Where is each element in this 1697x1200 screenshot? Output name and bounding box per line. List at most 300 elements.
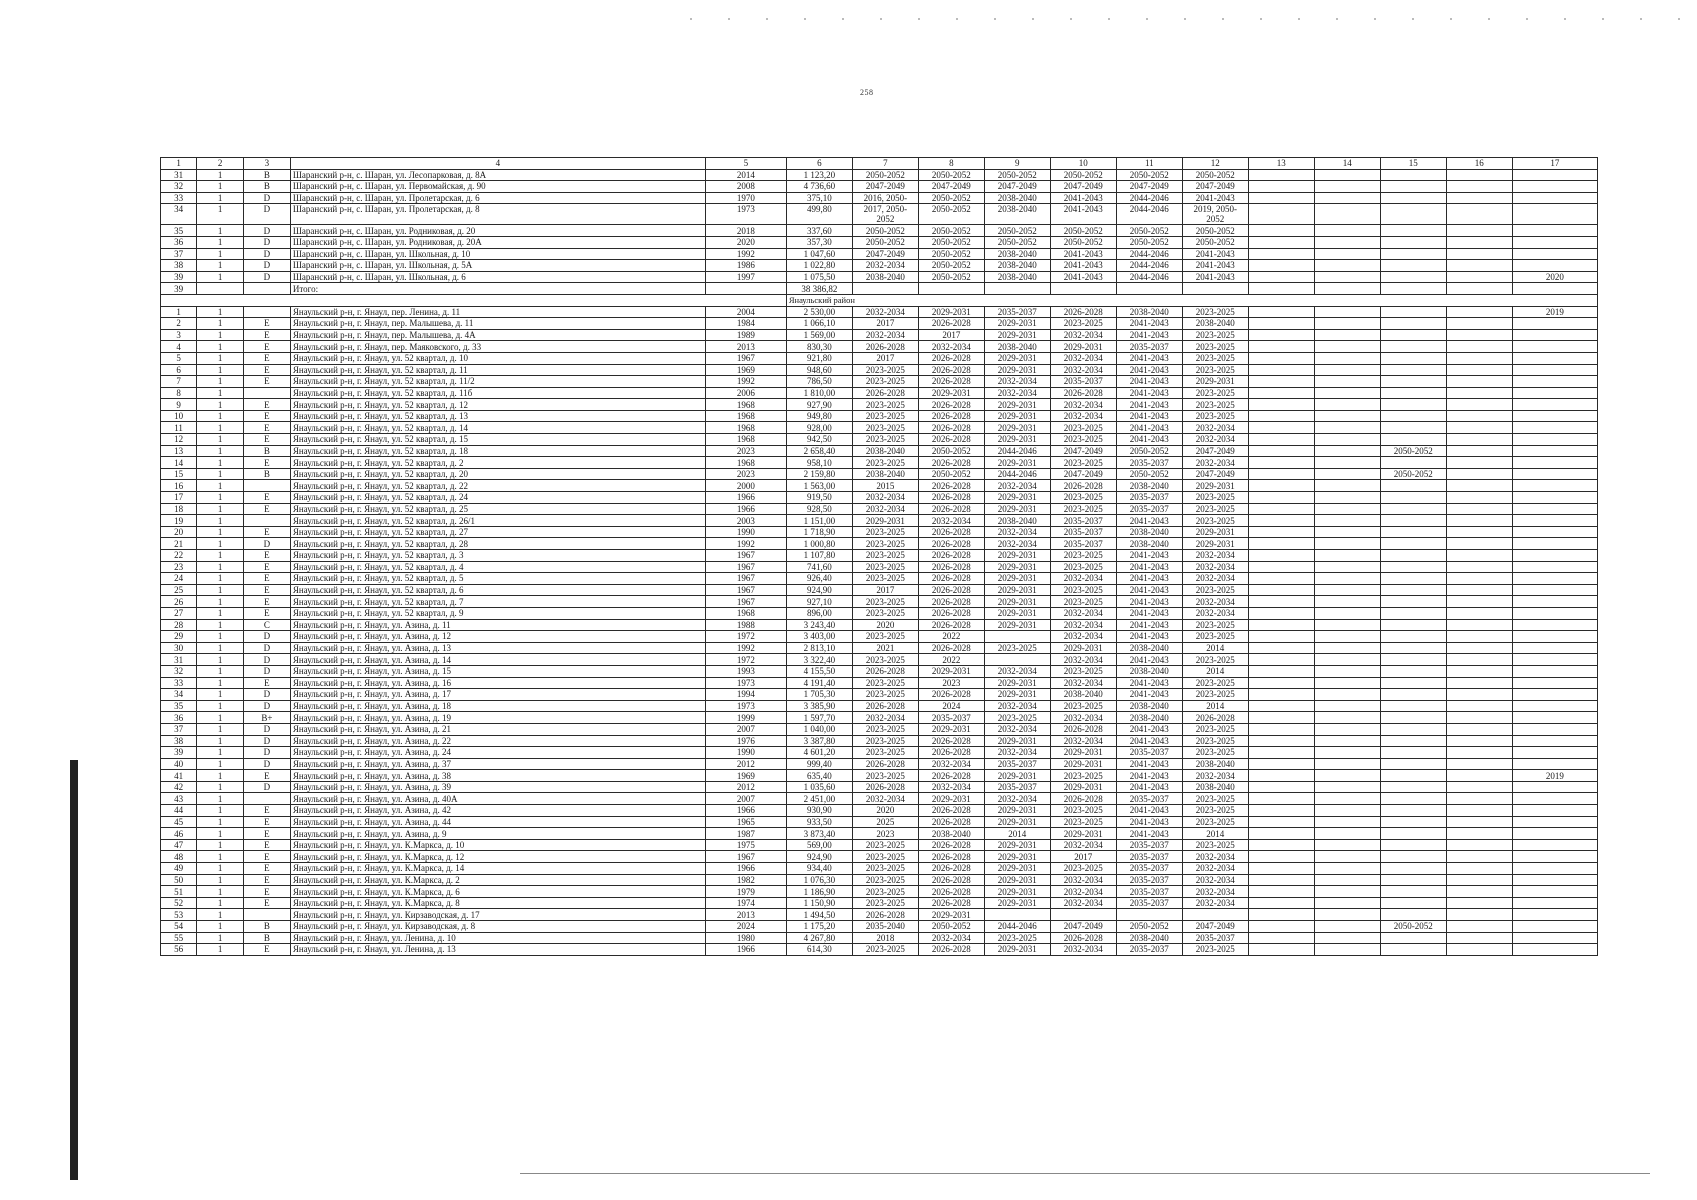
table-cell: 2029-2031	[984, 805, 1050, 817]
address-cell: Янаульский р-н, г. Янаул, ул. 52 квартал, д. 20	[290, 468, 705, 480]
address-cell: Янаульский р-н, г. Янаул, ул. К.Маркса, д. 6	[290, 886, 705, 898]
table-cell: 926,40	[786, 573, 852, 585]
table-row	[161, 596, 1598, 608]
table-cell: 51	[161, 886, 197, 898]
table-cell: 1 035,60	[786, 781, 852, 793]
table-cell	[1512, 723, 1597, 735]
table-row	[161, 445, 1598, 457]
column-header: 3	[244, 158, 291, 170]
table-cell: 2047-2049	[1182, 921, 1248, 933]
table-cell	[1512, 631, 1597, 643]
table-row	[161, 816, 1598, 828]
table-cell	[1380, 169, 1446, 181]
table-cell: D	[244, 747, 291, 759]
table-cell	[1512, 700, 1597, 712]
table-cell: E	[244, 422, 291, 434]
table-cell	[244, 387, 291, 399]
table-row	[161, 781, 1598, 793]
table-cell: 42	[161, 781, 197, 793]
table-cell	[1512, 712, 1597, 724]
table-cell: 2022	[918, 654, 984, 666]
table-cell: 2032-2034	[984, 376, 1050, 388]
table-cell: 2041-2043	[1182, 271, 1248, 283]
table-cell	[244, 793, 291, 805]
address-cell: Янаульский р-н, г. Янаул, ул. 52 квартал, д. 11/2	[290, 376, 705, 388]
table-cell: 2035-2037	[1116, 503, 1182, 515]
table-cell: 1	[197, 654, 244, 666]
table-cell: 1966	[705, 805, 786, 817]
table-cell	[1512, 816, 1597, 828]
table-cell	[1512, 747, 1597, 759]
table-cell: 1 563,00	[786, 480, 852, 492]
table-cell	[1314, 863, 1380, 875]
table-cell: 1988	[705, 619, 786, 631]
address-cell: Янаульский р-н, г. Янаул, ул. 52 квартал, д. 11б	[290, 387, 705, 399]
table-cell: 2032-2034	[852, 329, 918, 341]
table-cell: 17	[161, 492, 197, 504]
table-cell: 3	[161, 329, 197, 341]
table-row	[161, 248, 1598, 260]
table-cell: 2029-2031	[984, 689, 1050, 701]
table-cell: 33	[161, 677, 197, 689]
table-cell	[1446, 909, 1512, 921]
table-cell	[1380, 863, 1446, 875]
table-cell: 930,90	[786, 805, 852, 817]
table-cell: 1969	[705, 770, 786, 782]
table-cell: D	[244, 689, 291, 701]
table-cell: 1	[197, 874, 244, 886]
table-cell: 2032-2034	[1050, 352, 1116, 364]
table-cell: 2029-2031	[984, 607, 1050, 619]
table-cell: 2023-2025	[1050, 492, 1116, 504]
table-cell	[1512, 596, 1597, 608]
table-cell	[1314, 204, 1380, 225]
table-cell: 614,30	[786, 944, 852, 956]
table-cell	[1248, 341, 1314, 353]
table-cell: 2023-2025	[852, 550, 918, 562]
table-cell	[1380, 677, 1446, 689]
table-cell: 2038-2040	[984, 515, 1050, 527]
table-cell: 2035-2037	[1050, 538, 1116, 550]
table-cell: 2029-2031	[984, 874, 1050, 886]
column-header: 6	[786, 158, 852, 170]
table-cell: 2023-2025	[852, 886, 918, 898]
table-cell: 1	[197, 271, 244, 283]
table-cell: 2041-2043	[1116, 805, 1182, 817]
table-cell: 2029-2031	[1050, 758, 1116, 770]
table-cell: 2014	[1182, 700, 1248, 712]
table-cell	[1050, 283, 1116, 295]
table-cell: 2023-2025	[852, 457, 918, 469]
table-cell: 2023-2025	[1182, 364, 1248, 376]
table-cell	[1248, 596, 1314, 608]
table-cell: 2023	[918, 677, 984, 689]
table-cell: 2023-2025	[1050, 700, 1116, 712]
table-cell: 2026-2028	[852, 387, 918, 399]
table-row	[161, 805, 1598, 817]
table-cell: 1 107,80	[786, 550, 852, 562]
table-cell: 1	[197, 399, 244, 411]
table-cell: 1 705,30	[786, 689, 852, 701]
table-cell: 2021	[852, 642, 918, 654]
table-cell: 4 601,20	[786, 747, 852, 759]
address-cell: Шаранский р-н, с. Шаран, ул. Родниковая, д. 20	[290, 225, 705, 237]
column-header: 11	[1116, 158, 1182, 170]
table-cell: 2029-2031	[852, 515, 918, 527]
table-cell: 2041-2043	[1116, 677, 1182, 689]
column-header: 2	[197, 158, 244, 170]
table-cell: 2032-2034	[1050, 874, 1116, 886]
table-cell: 2041-2043	[1116, 329, 1182, 341]
table-cell: 3 322,40	[786, 654, 852, 666]
table-cell	[1446, 468, 1512, 480]
table-cell: 2032-2034	[852, 503, 918, 515]
table-cell: 958,10	[786, 457, 852, 469]
table-cell: 2032-2034	[1182, 434, 1248, 446]
table-cell: 2032-2034	[1182, 457, 1248, 469]
table-cell	[1446, 886, 1512, 898]
table-cell: 10	[161, 410, 197, 422]
address-cell: Янаульский р-н, г. Янаул, ул. 52 квартал, д. 11	[290, 364, 705, 376]
table-cell: 2032-2034	[918, 758, 984, 770]
table-cell: 2020	[705, 236, 786, 248]
table-row	[161, 192, 1598, 204]
table-cell	[1248, 851, 1314, 863]
table-cell	[1314, 642, 1380, 654]
table-cell	[1248, 410, 1314, 422]
table-row	[161, 619, 1598, 631]
table-cell: 1968	[705, 457, 786, 469]
table-cell	[1380, 248, 1446, 260]
table-cell: 2029-2031	[984, 492, 1050, 504]
table-cell: 1	[197, 781, 244, 793]
table-cell: 36	[161, 712, 197, 724]
table-cell: 2032-2034	[1050, 410, 1116, 422]
table-cell	[1248, 828, 1314, 840]
table-row	[161, 851, 1598, 863]
table-cell	[1248, 805, 1314, 817]
table-cell	[1380, 758, 1446, 770]
table-cell: 2023-2025	[852, 538, 918, 550]
table-row	[161, 492, 1598, 504]
table-cell: 2038-2040	[1116, 526, 1182, 538]
table-cell	[1446, 874, 1512, 886]
table-cell	[1512, 573, 1597, 585]
table-row	[161, 181, 1598, 193]
table-cell: 2023-2025	[1050, 863, 1116, 875]
table-cell: 2035-2037	[1050, 515, 1116, 527]
table-cell: 2047-2049	[918, 181, 984, 193]
table-cell: D	[244, 204, 291, 225]
table-cell: 1989	[705, 329, 786, 341]
table-cell: 2032-2034	[1050, 839, 1116, 851]
table-cell: 1	[197, 387, 244, 399]
table-cell	[1314, 631, 1380, 643]
table-cell	[1380, 515, 1446, 527]
table-cell: 2032-2034	[1182, 596, 1248, 608]
table-cell	[1512, 863, 1597, 875]
table-cell: 2038-2040	[1182, 318, 1248, 330]
table-cell: 1968	[705, 422, 786, 434]
table-cell: 34	[161, 204, 197, 225]
table-cell: 1	[197, 700, 244, 712]
table-cell: E	[244, 944, 291, 956]
table-cell	[1446, 526, 1512, 538]
table-cell: 2035-2037	[1116, 886, 1182, 898]
table-cell: 18	[161, 503, 197, 515]
table-cell: 2 530,00	[786, 306, 852, 318]
table-cell	[1314, 839, 1380, 851]
table-cell: 1	[197, 758, 244, 770]
table-cell	[1446, 816, 1512, 828]
table-row	[161, 515, 1598, 527]
table-cell: 2050-2052	[1380, 921, 1446, 933]
table-cell: 2041-2043	[1050, 248, 1116, 260]
table-cell: 2026-2028	[918, 364, 984, 376]
table-cell: 2035-2037	[1116, 457, 1182, 469]
table-cell	[1248, 932, 1314, 944]
table-cell	[1446, 329, 1512, 341]
table-cell: 2013	[705, 341, 786, 353]
table-cell: 2022	[918, 631, 984, 643]
table-cell: E	[244, 352, 291, 364]
table-cell	[1446, 851, 1512, 863]
table-cell: 2035-2037	[1116, 863, 1182, 875]
table-cell: E	[244, 503, 291, 515]
table-cell: E	[244, 410, 291, 422]
table-cell	[1512, 828, 1597, 840]
table-cell	[1314, 352, 1380, 364]
scan-edge-shadow	[70, 760, 78, 1180]
table-cell	[1512, 781, 1597, 793]
table-cell: 23	[161, 561, 197, 573]
table-cell	[1512, 584, 1597, 596]
table-cell: 9	[161, 399, 197, 411]
table-cell: 40	[161, 758, 197, 770]
table-cell: 2023-2025	[852, 410, 918, 422]
table-cell	[1446, 538, 1512, 550]
table-cell	[1248, 329, 1314, 341]
table-cell: B	[244, 169, 291, 181]
table-cell: 375,10	[786, 192, 852, 204]
table-cell: 2023-2025	[1050, 422, 1116, 434]
table-cell: 1990	[705, 747, 786, 759]
address-cell: Шаранский р-н, с. Шаран, ул. Родниковая, д. 20А	[290, 236, 705, 248]
table-cell: 1	[197, 318, 244, 330]
table-cell: 2023-2025	[1182, 306, 1248, 318]
table-cell: 1974	[705, 897, 786, 909]
table-cell	[1446, 387, 1512, 399]
table-cell: 1	[197, 584, 244, 596]
table-cell: 1	[197, 897, 244, 909]
table-cell: 1	[197, 376, 244, 388]
table-cell: 2029-2031	[984, 816, 1050, 828]
table-cell: 7	[161, 376, 197, 388]
address-cell: Шаранский р-н, с. Шаран, ул. Школьная, д. 10	[290, 248, 705, 260]
table-cell: 2029-2031	[984, 364, 1050, 376]
address-cell: Янаульский р-н, г. Янаул, ул. 52 квартал, д. 26/1	[290, 515, 705, 527]
table-cell: 2029-2031	[984, 410, 1050, 422]
address-cell: Янаульский р-н, г. Янаул, ул. Азина, д. 9	[290, 828, 705, 840]
table-cell: 2032-2034	[1050, 329, 1116, 341]
table-cell: 2038-2040	[918, 828, 984, 840]
table-cell: 2047-2049	[1050, 468, 1116, 480]
table-row	[161, 376, 1598, 388]
table-cell: 2050-2052	[852, 225, 918, 237]
table-cell: 2047-2049	[1116, 181, 1182, 193]
table-cell: 34	[161, 689, 197, 701]
table-cell: 25	[161, 584, 197, 596]
table-cell: 2047-2049	[852, 248, 918, 260]
table-row	[161, 526, 1598, 538]
table-cell	[244, 283, 291, 295]
table-cell: 55	[161, 932, 197, 944]
table-cell: 2014	[705, 169, 786, 181]
table-row	[161, 387, 1598, 399]
table-cell: 2032-2034	[1182, 897, 1248, 909]
column-header: 7	[852, 158, 918, 170]
table-cell	[1314, 723, 1380, 735]
table-cell: 2038-2040	[984, 248, 1050, 260]
table-cell: 1966	[705, 492, 786, 504]
table-row	[161, 631, 1598, 643]
table-cell	[1314, 503, 1380, 515]
table-cell: 1967	[705, 561, 786, 573]
table-cell: 1	[197, 793, 244, 805]
table-cell	[1248, 584, 1314, 596]
address-cell: Янаульский р-н, г. Янаул, ул. Азина, д. 19	[290, 712, 705, 724]
table-cell	[1512, 897, 1597, 909]
table-cell: 2050-2052	[1182, 169, 1248, 181]
table-cell: 2026-2028	[918, 642, 984, 654]
table-cell: 2032-2034	[984, 793, 1050, 805]
table-cell	[1314, 758, 1380, 770]
table-cell	[1380, 781, 1446, 793]
table-cell: 2035-2037	[984, 306, 1050, 318]
table-cell: 2023-2025	[1182, 515, 1248, 527]
table-cell	[1314, 816, 1380, 828]
table-cell: D	[244, 735, 291, 747]
table-cell: B	[244, 921, 291, 933]
table-cell	[1314, 248, 1380, 260]
table-cell: 2026-2028	[1050, 480, 1116, 492]
table-cell: 2032-2034	[1182, 886, 1248, 898]
address-cell: Шаранский р-н, с. Шаран, ул. Первомайская, д. 90	[290, 181, 705, 193]
table-cell: 2032-2034	[1182, 863, 1248, 875]
table-cell	[1314, 526, 1380, 538]
table-cell	[161, 294, 787, 306]
table-cell: 1	[197, 352, 244, 364]
address-cell: Янаульский р-н, г. Янаул, ул. 52 квартал, д. 7	[290, 596, 705, 608]
table-cell: 786,50	[786, 376, 852, 388]
column-header: 10	[1050, 158, 1116, 170]
table-cell	[1380, 283, 1446, 295]
table-cell	[1512, 341, 1597, 353]
table-cell: 2026-2028	[918, 805, 984, 817]
table-cell: 2023-2025	[1182, 329, 1248, 341]
table-cell: 2017	[918, 329, 984, 341]
table-cell: 1976	[705, 735, 786, 747]
table-cell: 1	[197, 248, 244, 260]
table-cell: 2029-2031	[984, 503, 1050, 515]
table-cell: 1 076,30	[786, 874, 852, 886]
table-cell: 2032-2034	[1182, 851, 1248, 863]
table-cell: E	[244, 341, 291, 353]
table-row	[161, 422, 1598, 434]
table-cell: 927,90	[786, 399, 852, 411]
table-cell: 1968	[705, 410, 786, 422]
table-cell: 1	[197, 816, 244, 828]
table-cell: 2029-2031	[1050, 828, 1116, 840]
table-cell: 2006	[705, 387, 786, 399]
table-cell: 1	[197, 434, 244, 446]
address-cell: Янаульский р-н, г. Янаул, ул. Азина, д. 13	[290, 642, 705, 654]
table-cell	[1050, 909, 1116, 921]
table-cell: 1	[197, 422, 244, 434]
table-cell: 2041-2043	[1182, 248, 1248, 260]
table-cell: 1984	[705, 318, 786, 330]
table-cell: 2035-2037	[1116, 897, 1182, 909]
scan-bottom-rule	[520, 1173, 1650, 1174]
table-row	[161, 932, 1598, 944]
table-cell	[1446, 236, 1512, 248]
table-cell	[1314, 874, 1380, 886]
table-cell: 2026-2028	[918, 619, 984, 631]
table-cell	[1314, 793, 1380, 805]
table-cell	[1314, 341, 1380, 353]
table-cell: 1 718,90	[786, 526, 852, 538]
table-cell: 2029-2031	[918, 306, 984, 318]
table-cell: 2023-2025	[852, 851, 918, 863]
table-cell	[1380, 793, 1446, 805]
table-cell	[1248, 492, 1314, 504]
table-cell: 2023-2025	[1050, 434, 1116, 446]
table-cell: 2029-2031	[984, 863, 1050, 875]
table-cell: E	[244, 816, 291, 828]
table-row	[161, 318, 1598, 330]
table-cell	[1314, 260, 1380, 272]
table-cell	[1446, 828, 1512, 840]
table-cell: 2014	[1182, 665, 1248, 677]
table-cell	[1512, 192, 1597, 204]
table-cell	[1512, 515, 1597, 527]
table-cell	[1512, 445, 1597, 457]
table-cell: 3 873,40	[786, 828, 852, 840]
table-cell	[1512, 851, 1597, 863]
table-cell: 26	[161, 596, 197, 608]
address-cell: Янаульский р-н, г. Янаул, ул. К.Маркса, д. 12	[290, 851, 705, 863]
table-cell: 2032-2034	[1050, 897, 1116, 909]
table-cell	[1380, 364, 1446, 376]
table-cell	[1512, 944, 1597, 956]
table-row	[161, 770, 1598, 782]
table-cell: 2 159,80	[786, 468, 852, 480]
page-number: 258	[860, 88, 874, 97]
table-row	[161, 909, 1598, 921]
table-row	[161, 341, 1598, 353]
table-cell: 2035-2037	[984, 758, 1050, 770]
table-cell: 2041-2043	[1116, 735, 1182, 747]
table-cell: E	[244, 828, 291, 840]
table-cell: 2041-2043	[1116, 376, 1182, 388]
table-cell: 1	[197, 886, 244, 898]
table-cell	[984, 909, 1050, 921]
table-cell	[1248, 169, 1314, 181]
table-cell: 1	[197, 515, 244, 527]
table-body	[161, 158, 1598, 956]
table-cell	[1446, 434, 1512, 446]
table-cell: 1	[197, 665, 244, 677]
